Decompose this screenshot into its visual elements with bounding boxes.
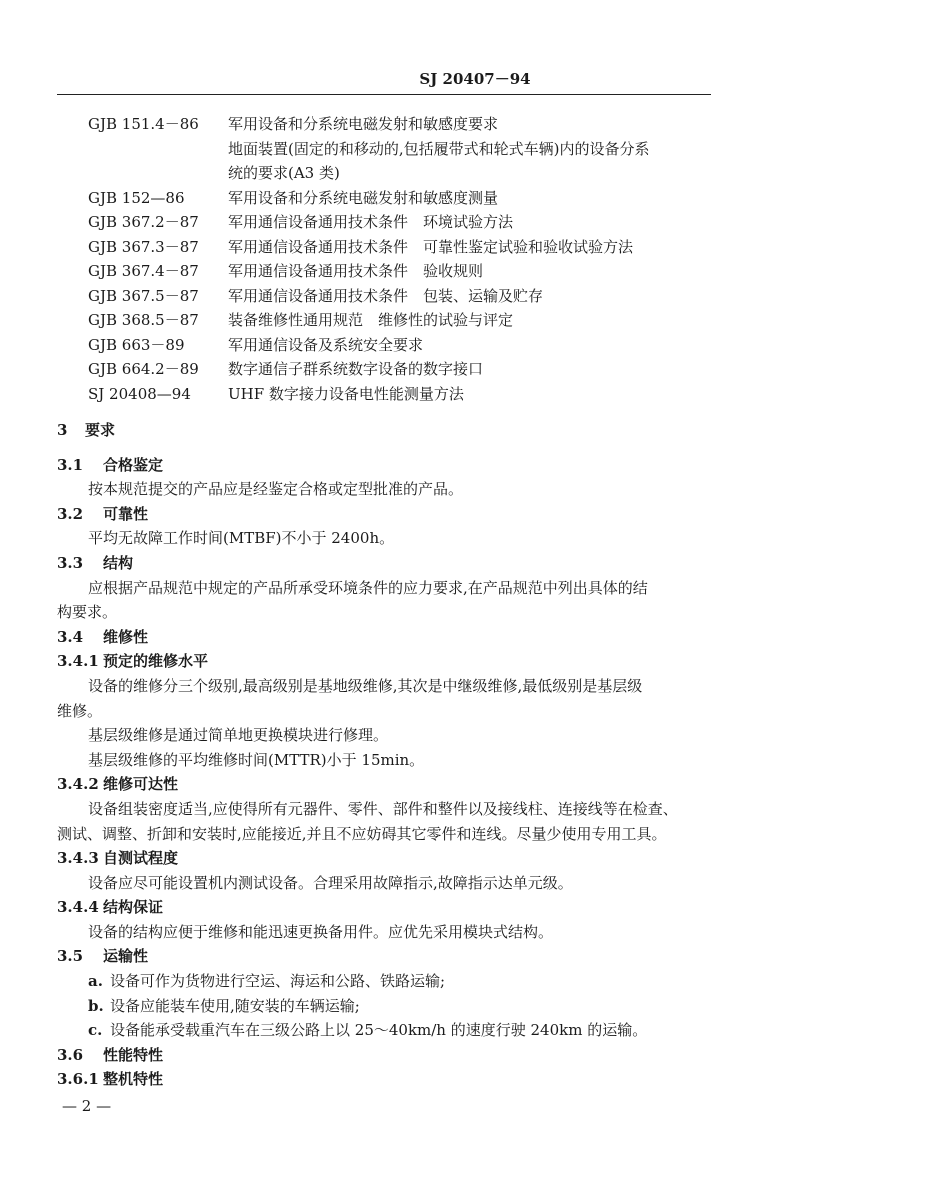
reference-item xyxy=(88,284,728,309)
section-heading: 3 要求 xyxy=(57,421,116,439)
section-heading: 3.6 性能特性 xyxy=(57,1045,164,1064)
reference-title: 军用通信设备通用技术条件 验收规则 xyxy=(228,262,484,280)
reference-code: GJB 367.5－87 xyxy=(88,286,199,305)
reference-code: GJB 367.4－87 xyxy=(88,262,199,280)
list-item: b. 设备应能装车使用,随安装的车辆运输; xyxy=(88,996,360,1015)
section-heading: 3.4 维修性 xyxy=(57,627,149,646)
reference-code: GJB 367.2－87 xyxy=(88,213,199,231)
section-heading: 3.4.3 自测试程度 xyxy=(57,849,179,868)
paragraph: 设备的维修分三个级别,最高级别是基地级维修,其次是中继级维修,最低级别是基层级 xyxy=(88,676,643,695)
reference-code: GJB 151.4－86 xyxy=(88,115,199,133)
reference-title: 军用通信设备通用技术条件 包装、运输及贮存 xyxy=(228,286,544,305)
paragraph: 基层级维修是通过简单地更换模块进行修理。 xyxy=(88,726,389,745)
paragraph: 设备的结构应便于维修和能迅速更换备用件。应优先采用模块式结构。 xyxy=(88,922,554,941)
reference-item xyxy=(88,112,728,186)
reference-item xyxy=(88,382,728,407)
reference-code: GJB 152—86 xyxy=(88,188,185,207)
reference-item xyxy=(88,357,728,382)
reference-code: SJ 20408—94 xyxy=(88,384,191,403)
section-heading: 3.1 合格鉴定 xyxy=(57,455,164,474)
reference-title: 军用设备和分系统电磁发射和敏感度测量 xyxy=(228,188,499,207)
reference-title: 军用通信设备及系统安全要求 xyxy=(228,335,424,354)
reference-code: GJB 664.2－89 xyxy=(88,360,199,378)
document-body xyxy=(57,418,717,1092)
reference-title-continued: 地面装置(固定的和移动的,包括履带式和轮式车辆)内的设备分系 xyxy=(228,139,650,158)
reference-item xyxy=(88,235,728,260)
paragraph-continued: 维修。 xyxy=(57,701,103,720)
list-item: a. 设备可作为货物进行空运、海运和公路、铁路运输; xyxy=(88,972,446,991)
header-rule xyxy=(57,94,711,95)
section-heading: 3.4.2 维修可达性 xyxy=(57,775,179,794)
reference-code: GJB 367.3－87 xyxy=(88,237,199,256)
paragraph: 按本规范提交的产品应是经鉴定合格或定型批准的产品。 xyxy=(88,480,464,499)
reference-item xyxy=(88,308,728,333)
reference-item xyxy=(88,186,728,211)
reference-title: 军用通信设备通用技术条件 环境试验方法 xyxy=(228,213,514,231)
reference-item xyxy=(88,333,728,358)
reference-title: UHF 数字接力设备电性能测量方法 xyxy=(228,384,464,403)
reference-title: 军用设备和分系统电磁发射和敏感度要求 xyxy=(228,115,499,133)
section-heading: 3.2 可靠性 xyxy=(57,504,149,523)
paragraph-continued: 构要求。 xyxy=(57,603,118,622)
reference-code: GJB 663－89 xyxy=(88,335,185,354)
paragraph: 设备应尽可能设置机内测试设备。合理采用故障指示,故障指示达单元级。 xyxy=(88,873,573,892)
reference-title: 军用通信设备通用技术条件 可靠性鉴定试验和验收试验方法 xyxy=(228,237,634,256)
paragraph: 设备组装密度适当,应使得所有元器件、零件、部件和整件以及接线柱、连接线等在检查、 xyxy=(88,799,678,818)
reference-list xyxy=(88,112,728,406)
paragraph: 应根据产品规范中规定的产品所承受环境条件的应力要求,在产品规范中列出具体的结 xyxy=(88,578,648,597)
section-heading: 3.3 结构 xyxy=(57,553,134,572)
reference-code: GJB 368.5－87 xyxy=(88,311,199,329)
list-item: c. 设备能承受载重汽车在三级公路上以 25～40km/h 的速度行驶 240km 的运输。 xyxy=(88,1021,648,1040)
paragraph: 基层级维修的平均维修时间(MTTR)小于 15min。 xyxy=(88,750,425,769)
reference-title-continued: 统的要求(A3 类) xyxy=(228,164,340,182)
page-number: — 2 — xyxy=(62,1097,112,1115)
paragraph: 平均无故障工作时间(MTBF)不小于 2400h。 xyxy=(88,529,395,548)
section-heading: 3.6.1 整机特性 xyxy=(57,1070,164,1089)
page-header: SJ 20407－94 xyxy=(419,70,531,88)
reference-item xyxy=(88,210,728,235)
section-heading: 3.4.4 结构保证 xyxy=(57,898,164,917)
section-heading: 3.4.1 预定的维修水平 xyxy=(57,652,209,671)
section-heading: 3.5 运输性 xyxy=(57,947,149,966)
reference-title: 数字通信子群系统数字设备的数字接口 xyxy=(228,360,484,378)
paragraph-continued: 测试、调整、折卸和安装时,应能接近,并且不应妨碍其它零件和连线。尽量少使用专用工具。 xyxy=(57,824,667,843)
reference-title: 装备维修性通用规范 维修性的试验与评定 xyxy=(228,311,514,329)
reference-item xyxy=(88,259,728,284)
